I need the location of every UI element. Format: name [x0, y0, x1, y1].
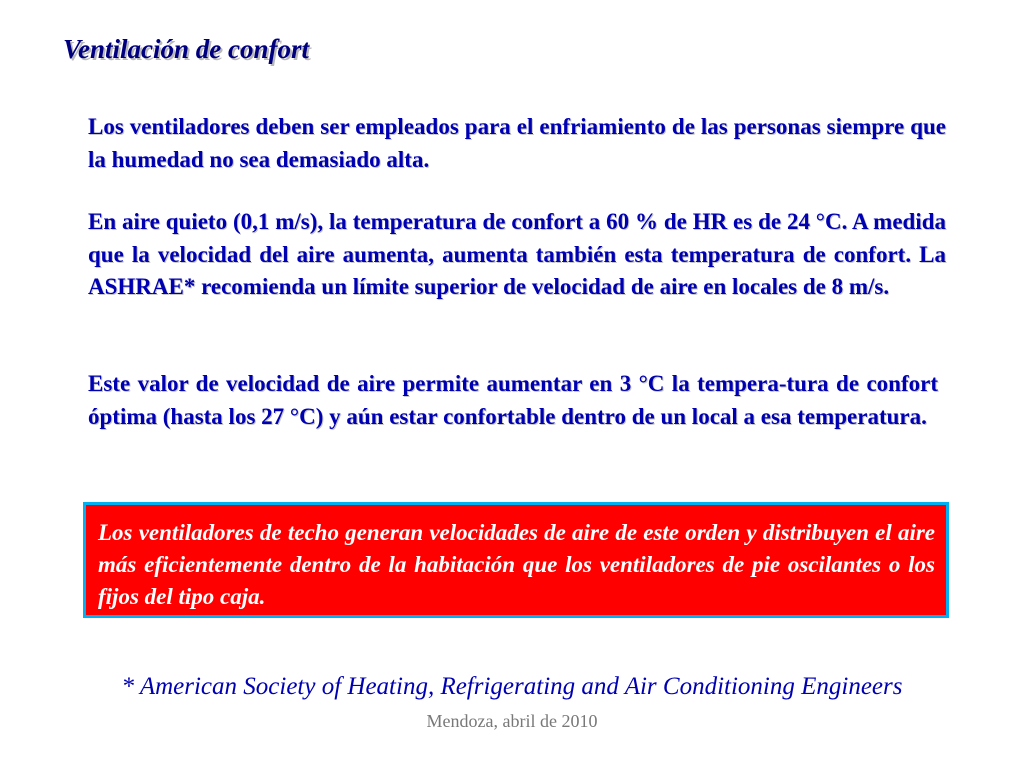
paragraph-fans-usage: Los ventiladores deben ser empleados para el enfriamiento de las personas siempre que la humedad no sea demasiado alta.	[88, 114, 946, 172]
paragraph-comfort-temperature: En aire quieto (0,1 m/s), la temperatura de confort a 60 % de HR es de 24 °C. A medida que la velocidad del aire aumenta, aumenta también esta temperatura de confort. La ASHRAE* recomienda un límite superior de velocidad de aire en locales de 8 m/s.	[88, 209, 946, 299]
callout-text: Los ventiladores de techo generan velocidades de aire de este orden y distribuyen el aire más eficientemente dentro de la habitación que los ventiladores de pie oscilantes o los fijos del tipo caja.	[98, 520, 935, 609]
ceiling-fans-callout	[83, 502, 949, 618]
ashrae-footnote: * American Society of Heating, Refrigerating and Air Conditioning Engineers	[121, 673, 903, 700]
footer-date: Mendoza, abril de 2010	[426, 711, 598, 731]
slide-title: Ventilación de confort	[63, 34, 310, 64]
paragraph-air-speed-effect: Este valor de velocidad de aire permite aumentar en 3 °C la tempera-tura de confort óptima (hasta los 27 °C) y aún estar confortable dentro de un local a esa temperatura.	[88, 371, 938, 429]
